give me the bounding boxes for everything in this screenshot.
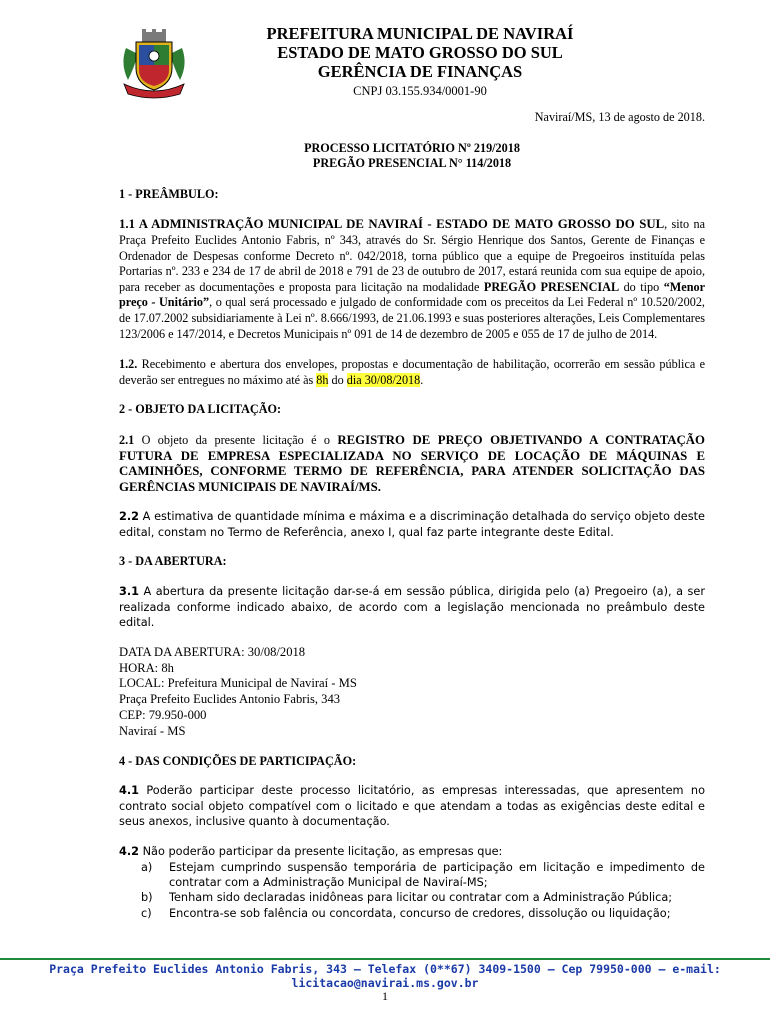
- paragraph-1-1-text-b: do tipo: [619, 279, 664, 294]
- opening-details: [119, 645, 705, 740]
- footer-divider: [0, 958, 770, 960]
- header-title-3: GERÊNCIA DE FINANÇAS: [317, 62, 523, 81]
- section-2-title: 2 - OBJETO DA LICITAÇÃO:: [119, 402, 282, 417]
- list-item-text: Encontra-se sob falência ou concordata, concurso de credores, dissolução ou liquidação;: [169, 906, 671, 920]
- list-item: [119, 890, 705, 905]
- paragraph-4-2: [119, 844, 705, 860]
- letterhead: [0, 22, 770, 102]
- date-line: Naviraí/MS, 13 de agosto de 2018.: [534, 110, 705, 124]
- list-item-marker: c): [141, 906, 152, 920]
- section-1-title: 1 - PREÂMBULO:: [119, 186, 219, 201]
- paragraph-4-2-num: 4.2: [119, 845, 140, 858]
- process-number: PROCESSO LICITATÓRIO Nº 219/2018: [304, 140, 520, 155]
- highlight-time: 8h: [316, 372, 329, 387]
- paragraph-1-2-text-b: do: [328, 372, 347, 387]
- header-title-1: PREFEITURA MUNICIPAL DE NAVIRAÍ: [266, 24, 574, 43]
- paragraph-1-1-modality: PREGÃO PRESENCIAL: [483, 279, 620, 294]
- list-item-text: Tenham sido declaradas inidôneas para licitar ou contratar com a Administração Pública;: [169, 891, 673, 905]
- opening-date: DATA DA ABERTURA: 30/08/2018: [119, 644, 306, 659]
- paragraph-1-2-num: 1.2.: [119, 357, 138, 372]
- paragraph-1-2-text-a: Recebimento e abertura dos envelopes, propostas e documentação de habilitação, ocorrerão em sessão pública e deverão ser entregues no máximo até às: [119, 357, 705, 387]
- list-item-text: Estejam cumprindo suspensão temporária de participação em licitação e impedimento de contratar com a Administração Municipal de Naviraí-MS;: [169, 860, 705, 889]
- opening-place: LOCAL: Prefeitura Municipal de Naviraí - MS: [119, 676, 357, 691]
- paragraph-2-1-num: 2.1: [119, 432, 135, 447]
- highlight-date: dia 30/08/2018: [346, 372, 421, 387]
- document-body: [119, 110, 705, 921]
- paragraph-1-1: [119, 217, 705, 342]
- paragraph-2-2-text: A estimativa de quantidade mínima e máxima e a discriminação detalhada do serviço objeto deste edital, constam no Termo de Referência, anexo I, qual faz parte integrante deste Edital.: [119, 510, 705, 539]
- header-cnpj: CNPJ 03.155.934/0001-90: [353, 84, 487, 98]
- paragraph-3-1-text: A abertura da presente licitação dar-se-á em sessão pública, dirigida pelo (a) Pregoeiro (a), a ser realizada conforme indicado abaixo, de acordo com a legislação mencionada no preâmbulo deste edital.: [119, 585, 705, 630]
- paragraph-1-1-text-a: , sito na Praça Prefeito Euclides Antonio Fabris, nº 343, através do Sr. Sérgio Henrique dos Santos, Gerente de Finanças e Ordenador de Despesas conforme Decreto nº. 042/2018, torna público que a equipe de Pregoeiros instituída pelas Portarias nº. 233 e 234 de 17 de abril de 2018 e 791 de 23 de outubro de 2017, estará reunida com sua equipe de apoio, para receber as documentações e proposta para licitação na modalidade: [119, 217, 705, 294]
- section-4-title: 4 - DAS CONDIÇÕES DE PARTICIPAÇÃO:: [119, 753, 357, 768]
- paragraph-4-1: [119, 783, 705, 830]
- auction-number: PREGÃO PRESENCIAL N° 114/2018: [312, 156, 512, 171]
- paragraph-1-2: [119, 357, 705, 388]
- paragraph-3-1-num: 3.1: [119, 585, 140, 599]
- paragraph-2-1-object: REGISTRO DE PREÇO OBJETIVANDO A CONTRATAÇÃO FUTURA DE EMPRESA ESPECIALIZADA NO SERVIÇO DE LOCAÇÃO DE MÁQUINAS E CAMINHÕES, CONFORME TERMO DE REFERÊNCIA, PARA ATENDER SOLICITAÇÃO DAS GERÊNCIAS MUNICIPAIS DE NAVIRAÍ/MS.: [119, 432, 705, 494]
- paragraph-3-1: [119, 584, 705, 631]
- list-item: [119, 860, 705, 891]
- opening-cep: CEP: 79.950-000: [119, 708, 207, 723]
- paragraph-2-1-text: O objeto da presente licitação é o: [134, 432, 338, 447]
- paragraph-4-1-text: Poderão participar deste processo licitatório, as empresas interessadas, que apresentem no contrato social objeto compatível com o licitado e que atendam a todas as exigências deste edital e seus anexos, inclusive quanto à documentação.: [119, 784, 705, 829]
- paragraph-1-2-text-c: .: [420, 372, 424, 387]
- footer-address: Praça Prefeito Euclides Antonio Fabris, 343 – Telefax (0**67) 3409-1500 – Cep 79950-000 – e-mail: licitacao@navirai.ms.gov.br: [49, 962, 721, 990]
- section-3-title: 3 - DA ABERTURA:: [119, 554, 227, 569]
- list-item: [119, 906, 705, 921]
- paragraph-2-1: [119, 433, 705, 495]
- paragraph-4-1-num: 4.1: [119, 784, 140, 798]
- opening-time: HORA: 8h: [119, 660, 174, 675]
- paragraph-2-2: [119, 509, 705, 540]
- page-number: 1: [382, 989, 388, 1003]
- list-item-marker: a): [141, 860, 153, 874]
- paragraph-1-1-lead: 1.1 A ADMINISTRAÇÃO MUNICIPAL DE NAVIRAÍ - ESTADO DE MATO GROSSO DO SUL: [119, 217, 665, 232]
- paragraph-2-2-num: 2.2: [119, 510, 140, 524]
- paragraph-4-2-text: Não poderão participar da presente licitação, as empresas que:: [139, 845, 503, 858]
- municipal-coat-of-arms-icon: [118, 28, 190, 100]
- opening-street: Praça Prefeito Euclides Antonio Fabris, 343: [119, 692, 341, 707]
- paragraph-1-1-type: “Menor preço - Unitário”: [119, 279, 705, 310]
- list-item-marker: b): [141, 891, 153, 905]
- paragraph-1-1-text-c: , o qual será processado e julgado de conformidade com os preceitos da Lei Federal nº 10.520/2002, de 17.07.2002 subsidiariamente à Lei nº. 8.666/1993, de 21.06.1993 e suas posteriores alterações, Leis Complementares 123/2006 e 147/2014, e Decretos Municipais nº 091 de 14 de dezembro de 2005 e 055 de 17 de julho de 2014.: [119, 295, 705, 341]
- opening-city: Naviraí - MS: [119, 723, 186, 738]
- exclusion-list: [119, 860, 705, 922]
- header-title-2: ESTADO DE MATO GROSSO DO SUL: [277, 43, 563, 62]
